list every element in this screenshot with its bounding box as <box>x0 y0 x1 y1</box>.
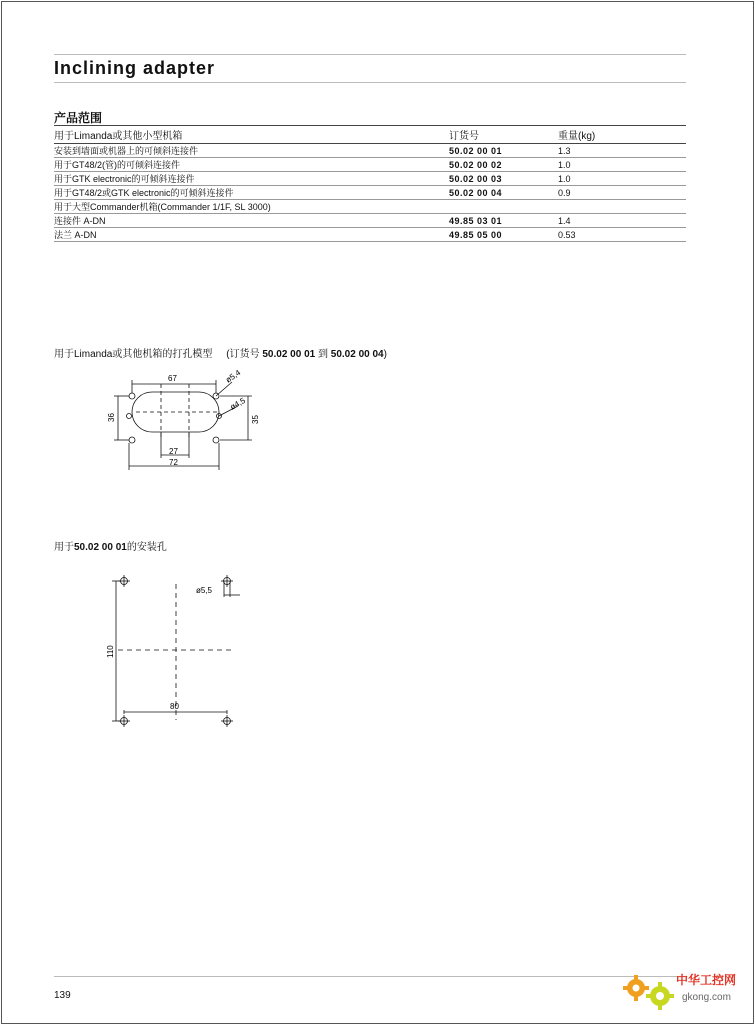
title-rule <box>54 82 686 83</box>
table-row <box>54 200 686 214</box>
row-desc: 用于GT48/2或GTK electronic的可倾斜连接件 <box>54 186 449 200</box>
table-header-row <box>54 126 686 144</box>
mounting-holes-drawing <box>100 570 250 730</box>
row-desc: 连接件 A-DN <box>54 214 449 228</box>
table-row <box>54 214 686 228</box>
table-row <box>54 228 686 242</box>
dim-inner-bottom: 27 <box>169 447 178 456</box>
col-header-description: 用于Limanda或其他小型机箱 <box>54 126 449 144</box>
dim-width: 80 <box>170 702 179 711</box>
dim-height: 110 <box>106 645 115 658</box>
row-order-no: 50.02 00 02 <box>449 158 558 172</box>
drawing2-caption-order: 50.02 00 01 <box>74 542 127 553</box>
row-order-no: 49.85 03 01 <box>449 214 558 228</box>
dim-top: 67 <box>168 374 177 383</box>
top-rule <box>54 54 686 55</box>
page-title: Inclining adapter <box>54 58 216 78</box>
row-weight: 0.9 <box>558 186 686 200</box>
row-desc: 安装到墙面或机器上的可倾斜连接件 <box>54 144 449 158</box>
drawing2-caption <box>54 538 167 553</box>
dim-left: 36 <box>107 413 116 422</box>
table-row <box>54 144 686 158</box>
row-desc: 用于大型Commander机箱(Commander 1/1F, SL 3000) <box>54 200 449 214</box>
bottom-rule <box>54 976 686 977</box>
drawing1-caption-open: (订货号 <box>226 349 263 360</box>
drawing1-caption-to: 50.02 00 04 <box>330 349 384 360</box>
row-desc: 用于GTK electronic的可倾斜连接件 <box>54 172 449 186</box>
drawing2-caption-pre: 用于 <box>54 542 74 553</box>
row-desc: 用于GT48/2(管)的可倾斜连接件 <box>54 158 449 172</box>
row-order-no: 49.85 05 00 <box>449 228 558 242</box>
hole-bl <box>129 437 135 443</box>
product-range-heading: 产品范围 <box>54 111 103 125</box>
table-row <box>54 172 686 186</box>
row-weight: 1.3 <box>558 144 686 158</box>
col-header-order-no: 订货号 <box>449 126 558 144</box>
gear-logo-icon <box>620 968 745 1016</box>
product-table <box>54 125 686 242</box>
drawing1-caption-mid: 到 <box>315 349 331 360</box>
row-desc: 法兰 A-DN <box>54 228 449 242</box>
hole-br <box>213 437 219 443</box>
hole-tl <box>129 393 135 399</box>
table-row <box>54 186 686 200</box>
drilling-template-drawing <box>100 368 280 478</box>
watermark-site: gkong.com <box>682 992 731 1003</box>
row-weight: 1.0 <box>558 158 686 172</box>
drawing1-caption-close: ) <box>383 349 387 360</box>
dim-right: 35 <box>251 415 260 424</box>
row-order-no: 50.02 00 01 <box>449 144 558 158</box>
table-row <box>54 158 686 172</box>
dim-small-dia: ø4,5 <box>228 395 247 412</box>
row-order-no: 50.02 00 04 <box>449 186 558 200</box>
drawing2-caption-post: 的安装孔 <box>126 542 167 553</box>
dim-hole-dia: ø5,5 <box>196 586 213 595</box>
row-weight: 0.53 <box>558 228 686 242</box>
drawing1-caption-text: 用于Limanda或其他机箱的打孔模型 <box>54 349 213 360</box>
row-weight: 1.4 <box>558 214 686 228</box>
row-weight: 1.0 <box>558 172 686 186</box>
page-number: 139 <box>54 990 71 1001</box>
row-order-no: 50.02 00 03 <box>449 172 558 186</box>
watermark-brand: 中华工控网 <box>676 973 737 987</box>
watermark <box>620 968 745 1016</box>
row-weight <box>558 200 686 214</box>
col-header-weight: 重量(kg) <box>558 126 686 144</box>
dim-overall-bottom: 72 <box>169 458 178 467</box>
hole-left <box>127 414 132 419</box>
drawing1-caption <box>54 345 387 360</box>
row-order-no <box>449 200 558 214</box>
dim-hole-dia: ø5,4 <box>223 368 243 385</box>
drawing1-caption-from: 50.02 00 01 <box>262 349 316 360</box>
